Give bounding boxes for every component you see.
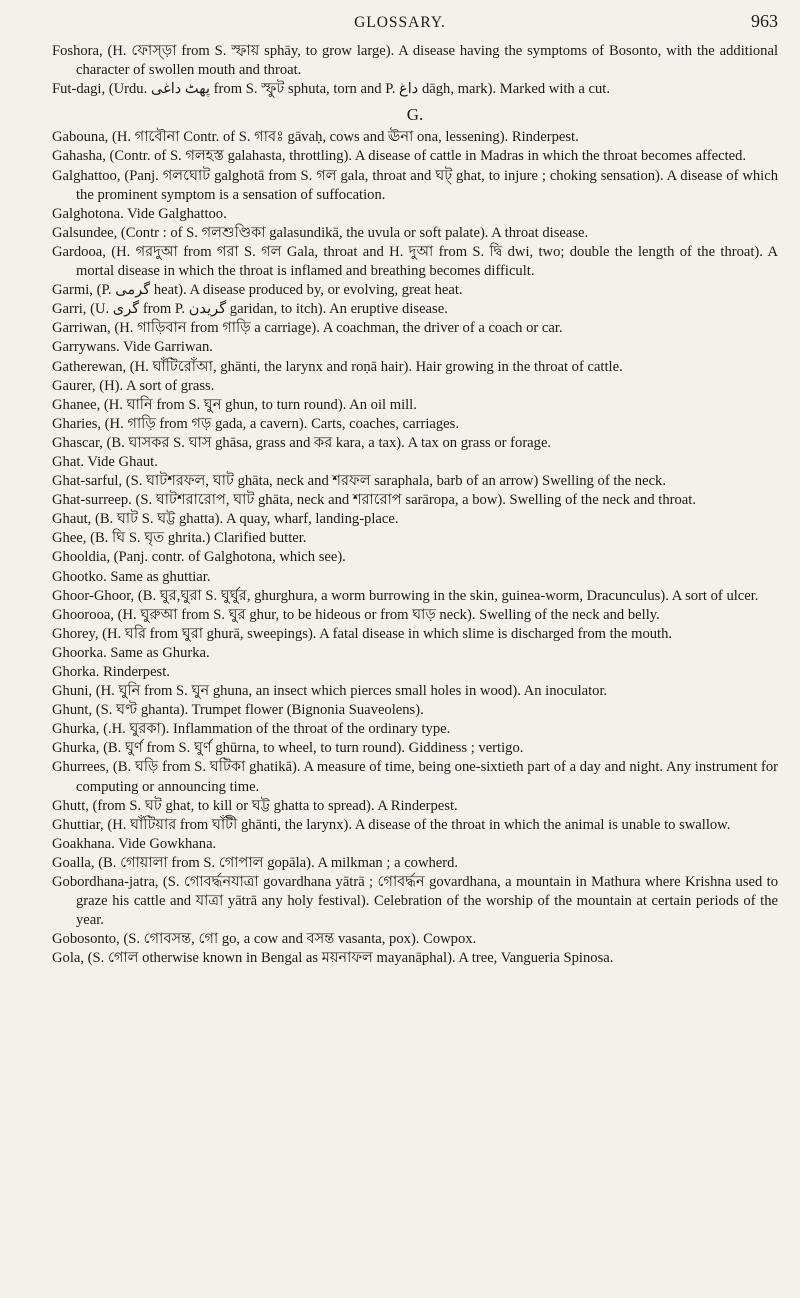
glossary-entry: Garriwan, (H. গাড়িবান from গাড়ি a carriage). A coachman, the driver of a coach or car.: [52, 320, 563, 337]
glossary-entries: [52, 42, 778, 969]
entries-before-section: [52, 42, 778, 99]
glossary-entry: Ghoorooa, (H. ঘুরুআ from S. ঘুর ghur, to be hideous or from ঘাড় neck). Swelling of the neck and belly.: [52, 606, 660, 623]
glossary-entry: Gaurer, (H). A sort of grass.: [52, 377, 215, 394]
glossary-entry: Ghutt, (from S. ঘট ghat, to kill or ঘট্ট ghatta to spread). A Rinderpest.: [52, 797, 458, 814]
glossary-entry: Garri, (U. گری from P. گریدن garidan, to itch). An eruptive disease.: [52, 301, 448, 318]
glossary-entry: Ghuttiar, (H. ঘাঁটিয়ার from ঘাঁটী ghānti, the larynx). A disease of the throat in which the animal is unable to swallow.: [52, 816, 731, 833]
glossary-entry: Ghoorka. Same as Ghurka.: [52, 644, 210, 661]
glossary-entry: Garmi, (P. گرمی heat). A disease produced by, or evolving, great heat.: [52, 282, 463, 299]
glossary-entry: Goalla, (B. গোয়ালা from S. গোপাল gopāla). A milkman ; a cowherd.: [52, 854, 459, 871]
glossary-entry: Gatherewan, (H. ঘাঁটিরোঁআ, ghānti, the larynx and roṇā hair). Hair growing in the throat of cattle.: [52, 358, 623, 375]
page-header: [0, 11, 800, 38]
glossary-entry: Gola, (S. গোল otherwise known in Bengal as ময়নাফল mayanāphal). A tree, Vangueria Spinosa.: [52, 950, 614, 967]
glossary-entry: Ghurka, (B. ঘুর্ণ from S. ঘুর্ণ ghūrna, to wheel, to turn round). Giddiness ; vertigo.: [52, 740, 524, 757]
glossary-entry: Ghat-surreep. (S. ঘাটশরারোপ, ঘাট ghāta, neck and শরারোপ sarāropa, a bow). Swelling of the neck and throat.: [52, 492, 696, 509]
entries-g-section: [52, 128, 778, 968]
section-letter-heading: G.: [406, 105, 424, 125]
glossary-entry: Ghunt, (S. ঘণ্ট ghanta). Trumpet flower (Bignonia Suaveolens).: [52, 702, 424, 719]
glossary-entry: Fut-dagi, (Urdu. پهٹ داغی from S. স্ফুট sphuta, torn and P. داغ dāgh, mark). Marked with a cut.: [52, 81, 610, 98]
running-title: GLOSSARY.: [354, 14, 446, 31]
glossary-entry: Gahasha, (Contr. of S. গলহস্ত galahasta, throttling). A disease of cattle in Madras in which the throat becomes affected.: [52, 148, 747, 165]
glossary-entry: Ghoor-Ghoor, (B. ঘুর,ঘুরা S. ঘুর্ঘুর, ghurghura, a worm burrowing in the skin, guinea-worm, Dracunculus). A sort of ulcer.: [52, 587, 759, 604]
glossary-entry: Ghorka. Rinderpest.: [52, 664, 170, 680]
glossary-entry: Ghuni, (H. ঘুনি from S. ঘুন ghuna, an insect which pierces small holes in wood). An inoculator.: [52, 683, 608, 700]
glossary-entry: Ghurka, (.H. ঘুরকা). Inflammation of the throat of the ordinary type.: [52, 721, 451, 738]
glossary-entry: Ghaut, (B. ঘাট S. ঘট্ট ghatta). A quay, wharf, landing-place.: [52, 511, 399, 528]
glossary-entry: Galghotona. Vide Galghattoo.: [52, 205, 227, 222]
page-number: 963: [751, 11, 778, 31]
glossary-entry: Gobordhana-jatra, (S. গোবর্দ্ধনযাত্রা govardhana yātrā ; গোবর্দ্ধন govardhana, a mountain in Mathura where Krishna used to graze his cattle and যাত্রা yātrā any holy festival). Celebration of the worship of the mountain at certain periods of the year.: [52, 874, 778, 929]
glossary-entry: Ghooldia, (Panj. contr. of Galghotona, which see).: [52, 549, 346, 566]
glossary-entry: Ghat. Vide Ghaut.: [52, 453, 158, 470]
glossary-entry: Ghee, (B. ঘি S. ঘৃত ghrita.) Clarified butter.: [52, 530, 307, 547]
glossary-entry: Galghattoo, (Panj. গলঘোট galghotā from S. গল gala, throat and ঘট্‌ ghat, to injure ; choking sensation). A disease of which the prominent symptom is a sensation of suffocation.: [52, 167, 778, 203]
glossary-entry: Ghurrees, (B. ঘড়ি from S. ঘটিকা ghatikā). A measure of time, being one-sixtieth part of a day and night. Any instrument for computing or announcing time.: [52, 759, 778, 795]
glossary-entry: Gobosonto, (S. গোবসন্ত, গো go, a cow and বসন্ত vasanta, pox). Cowpox.: [52, 931, 477, 948]
glossary-entry: Ghanee, (H. ঘানি from S. ঘুন ghun, to turn round). An oil mill.: [52, 396, 417, 413]
glossary-entry: Goakhana. Vide Gowkhana.: [52, 835, 217, 852]
glossary-entry: Gardooa, (H. গরদুআ from গরা S. গল Gala, throat and H. দুআ from S. দ্বি dwi, two; double the length of the throat). A mortal disease in which the throat is inflamed and breathing becomes difficult.: [52, 243, 778, 280]
glossary-entry: Galsundee, (Contr : of S. গলশুণ্ডিকা galasundikā, the uvula or soft palate). A throat disease.: [52, 224, 589, 241]
glossary-entry: Ghat-sarful, (S. ঘাটশরফল, ঘাট ghāta, neck and শরফল saraphala, barb of an arrow) Swelling of the neck.: [52, 473, 666, 490]
glossary-entry: Garrywans. Vide Garriwan.: [52, 339, 213, 356]
glossary-entry: Gabouna, (H. গাবৌনা Contr. of S. গাবঃ gāvaḥ, cows and ঊনা ona, lessening). Rinderpest.: [52, 129, 579, 146]
glossary-entry: Ghorey, (H. ঘরি from ঘুরা ghurā, sweepings). A fatal disease in which slime is discharged from the mouth.: [52, 625, 673, 642]
glossary-entry: Ghootko. Same as ghuttiar.: [52, 568, 211, 585]
glossary-entry: Gharies, (H. গাড়ি from গড় gada, a cavern). Carts, coaches, carriages.: [52, 415, 459, 432]
glossary-entry: Ghascar, (B. ঘাসকর S. ঘাস ghāsa, grass and কর kara, a tax). A tax on grass or forage.: [52, 434, 552, 451]
glossary-entry: Foshora, (H. ফোস্‌ড়া from S. স্ফায় sphāy, to grow large). A disease having the symptoms of Bosonto, with the additional character of swollen mouth and throat.: [52, 43, 778, 79]
